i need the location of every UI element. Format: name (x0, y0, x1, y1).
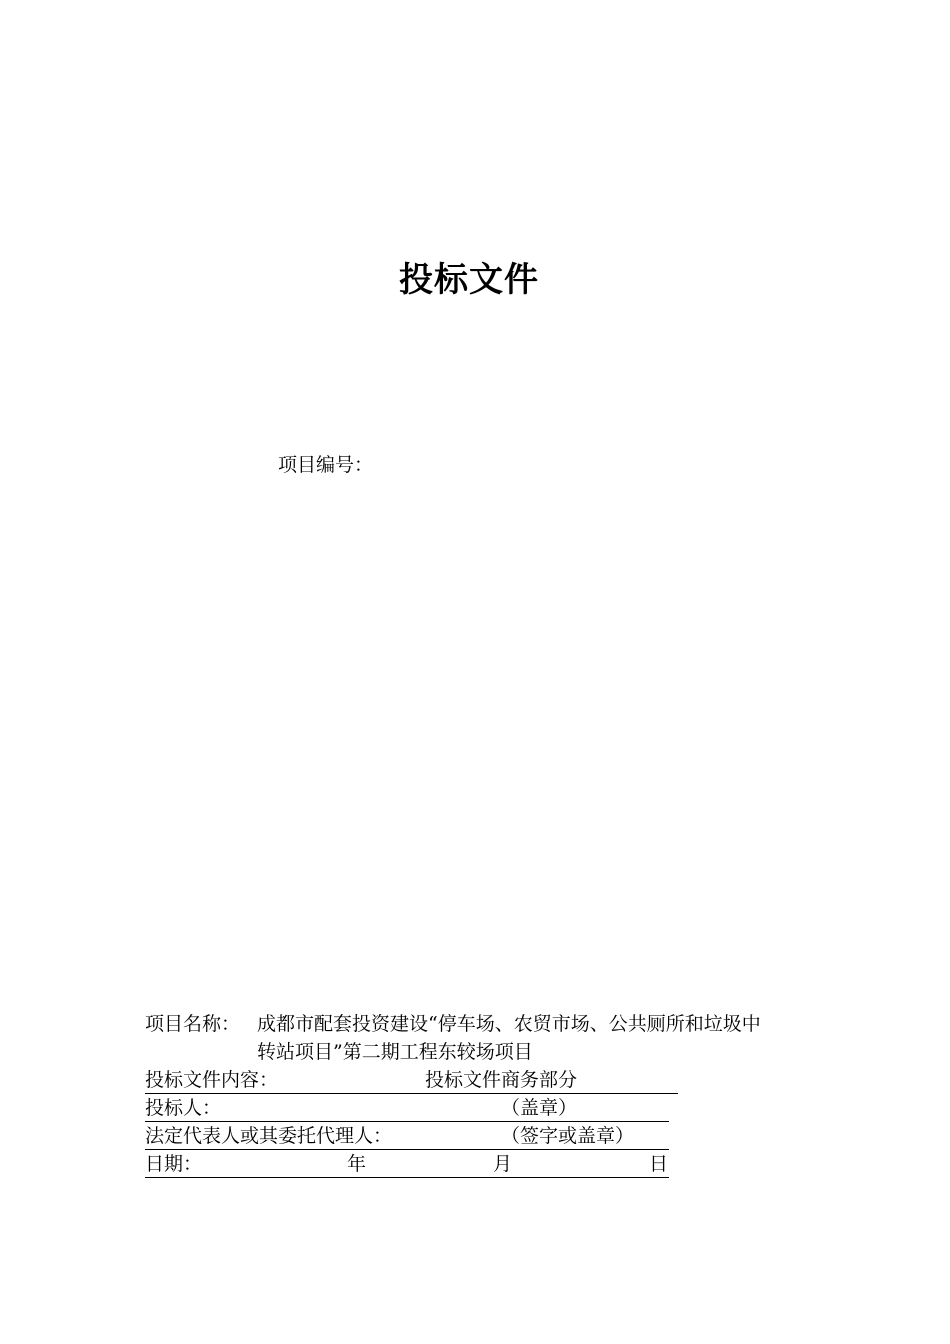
legal-rep-row (145, 1122, 669, 1150)
date-year: 年 (347, 1153, 367, 1175)
bidder-row (145, 1094, 669, 1122)
date-day: 日 (649, 1153, 669, 1175)
content-label: 投标文件内容： (145, 1069, 279, 1091)
project-number-label: 项目编号： (278, 454, 374, 476)
content-row (145, 1066, 678, 1094)
project-name-row (145, 1010, 777, 1066)
bidder-seal: （盖章） (501, 1097, 578, 1119)
legal-rep-label: 法定代表人或其委托代理人： (145, 1125, 393, 1147)
bid-info-block (145, 1010, 777, 1178)
legal-rep-sign: （签字或盖章） (501, 1125, 635, 1147)
document-title: 投标文件 (399, 260, 539, 300)
date-row (145, 1150, 669, 1178)
project-name-label: 项目名称： (145, 1013, 241, 1035)
content-value: 投标文件商务部分 (425, 1069, 578, 1091)
project-name-value: 成都市配套投资建设“停车场、农贸市场、公共厕所和垃圾中转站项目”第二期工程东较场项目 (257, 1013, 761, 1063)
bidder-label: 投标人： (145, 1097, 222, 1119)
date-label: 日期： (145, 1153, 203, 1175)
date-month: 月 (493, 1153, 513, 1175)
